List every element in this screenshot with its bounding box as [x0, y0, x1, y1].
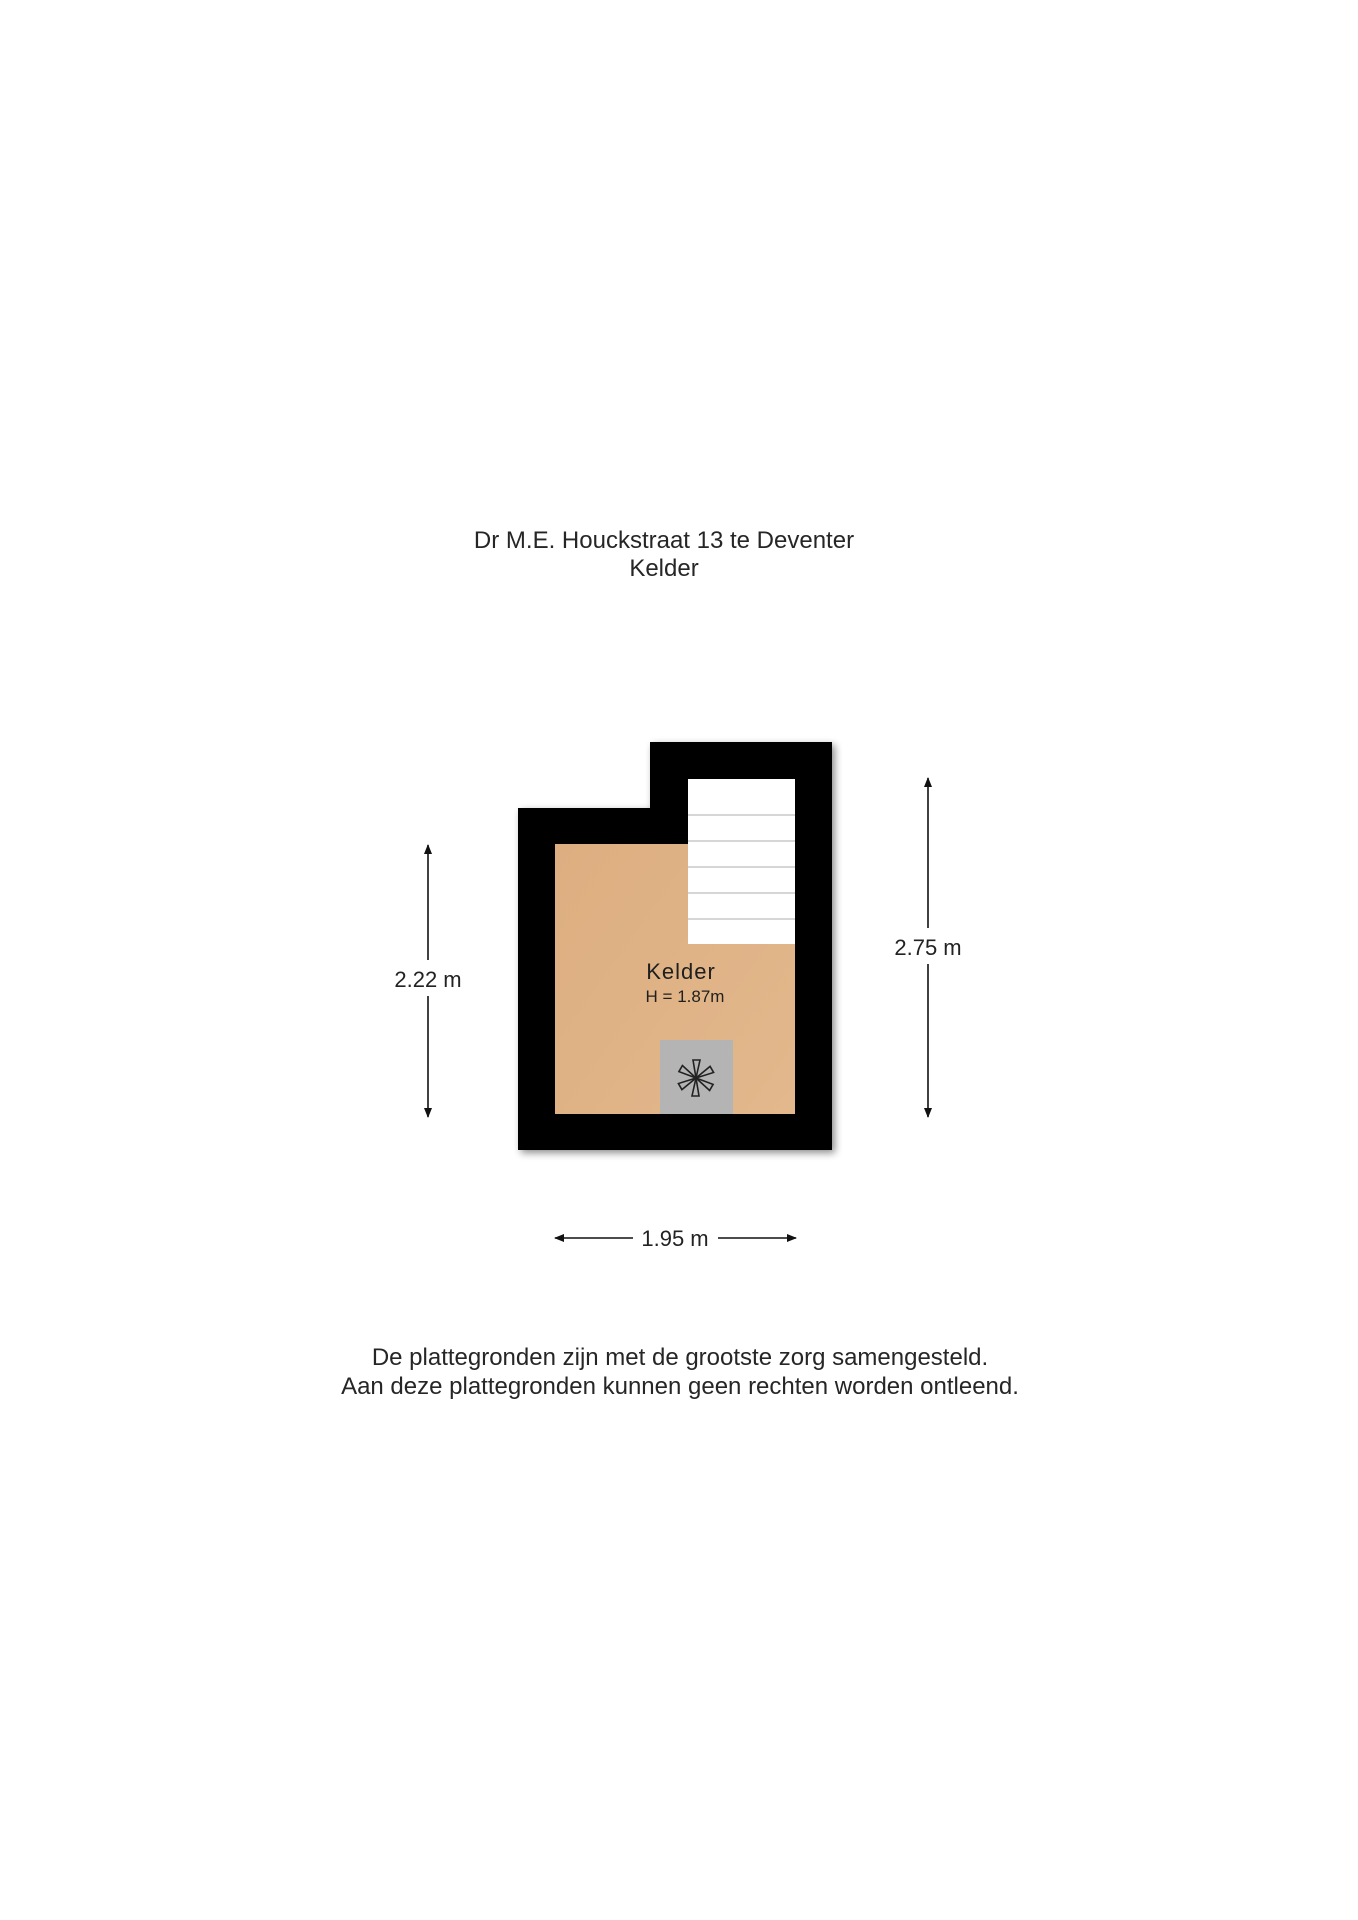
- dimension-left-label: 2.22 m: [394, 967, 462, 992]
- ventilation-unit: [660, 1040, 733, 1114]
- room-height-label: H = 1.87m: [645, 987, 725, 1006]
- disclaimer-line-2: Aan deze plattegronden kunnen geen rechten worden ontleend.: [341, 1373, 1019, 1400]
- room-name-label: Kelder: [646, 959, 716, 984]
- dimension-right: [894, 778, 961, 1117]
- plan-floor-title: Kelder: [629, 555, 699, 582]
- staircase: [688, 779, 795, 944]
- dimension-left: [394, 845, 461, 1117]
- plan-address-title: Dr M.E. Houckstraat 13 te Deventer: [473, 527, 855, 554]
- dimension-bottom-label: 1.95 m: [641, 1226, 709, 1251]
- dimension-right-label: 2.75 m: [894, 935, 962, 960]
- dimension-bottom: [555, 1226, 796, 1251]
- disclaimer-line-1: De plattegronden zijn met de grootste zorg samengesteld.: [371, 1344, 989, 1371]
